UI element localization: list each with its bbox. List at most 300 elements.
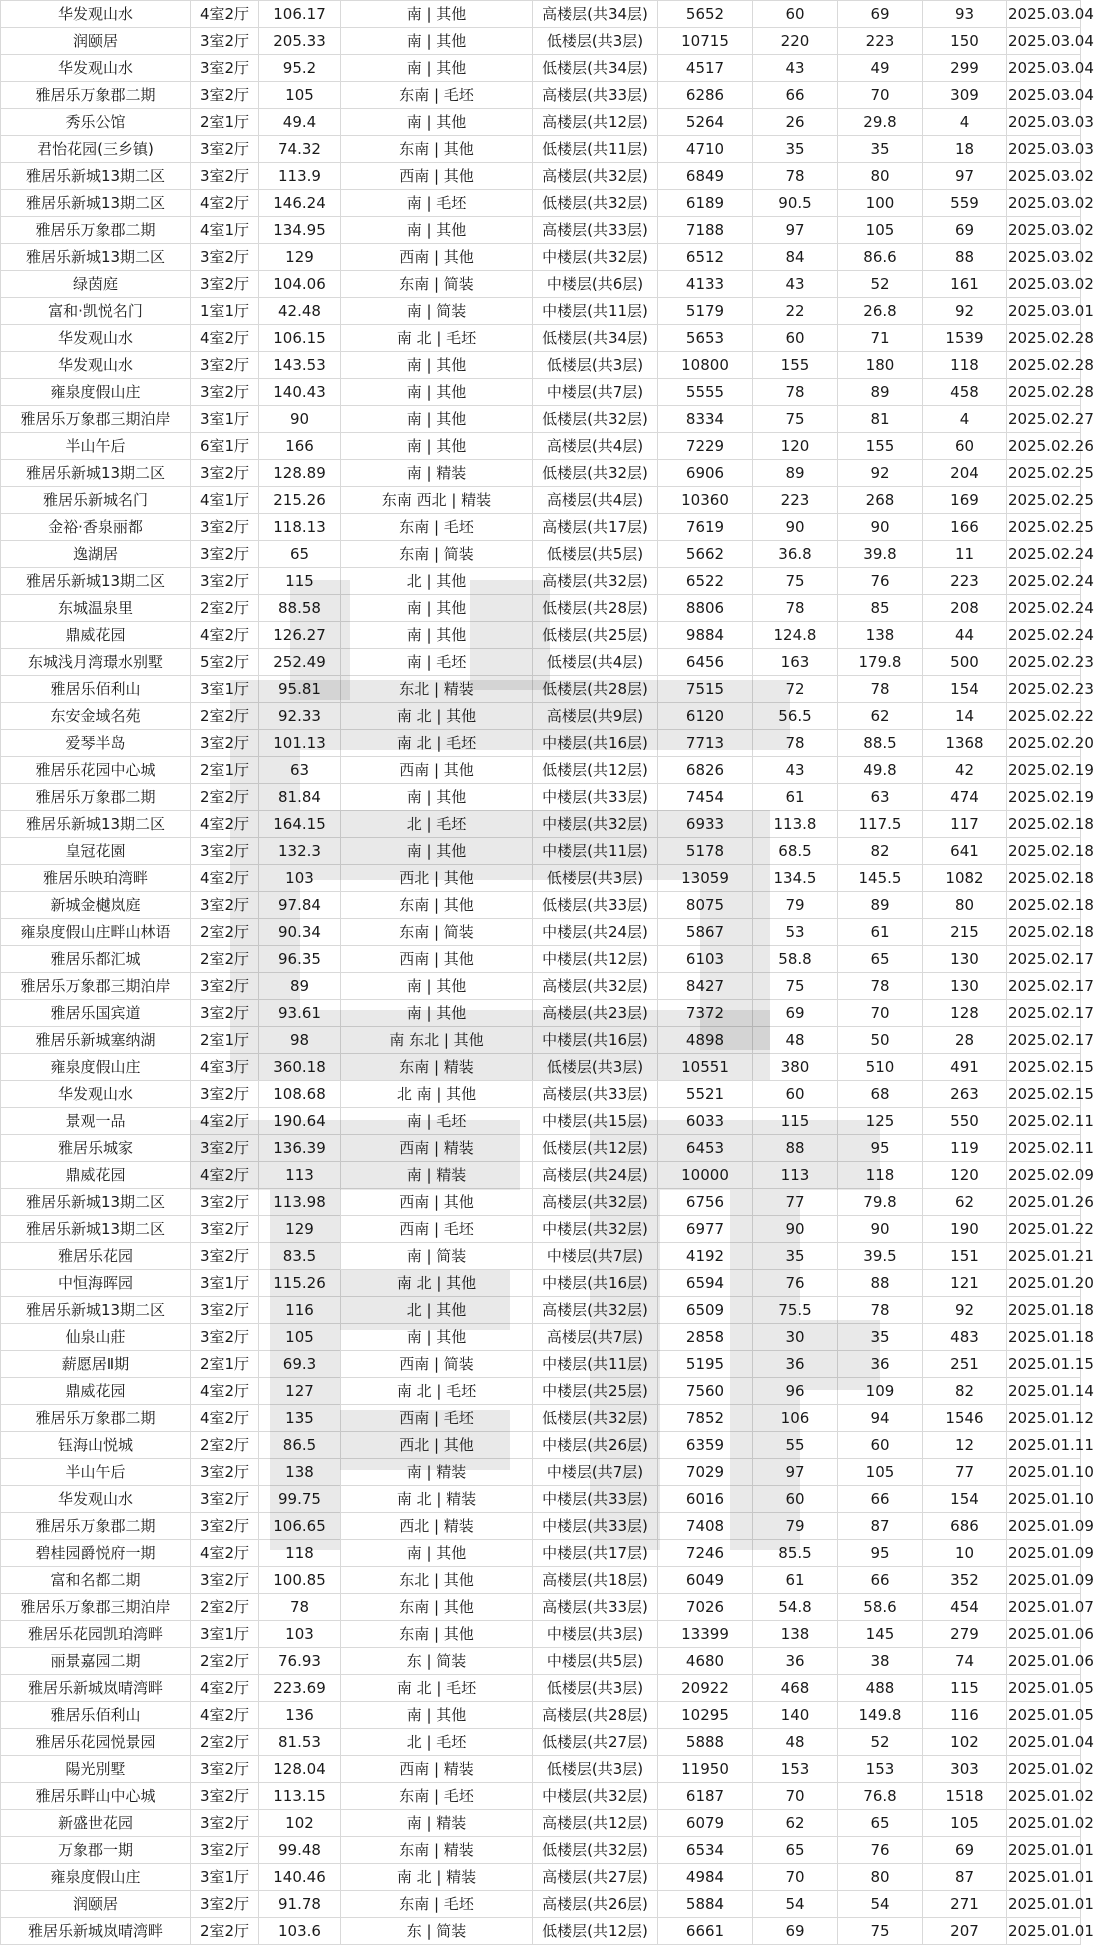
deal-date-cell: 2025.01.21	[1007, 1243, 1081, 1270]
area-cell: 127	[259, 1378, 341, 1405]
layout-cell: 3室2厅	[191, 973, 259, 1000]
table-row	[1, 1621, 1081, 1648]
community-cell: 雍泉度假山庄	[1, 1054, 191, 1081]
table-row	[1, 1918, 1081, 1945]
unit-price-cell: 5867	[658, 919, 753, 946]
days-on-market-cell: 69	[923, 217, 1007, 244]
community-cell: 华发观山水	[1, 352, 191, 379]
layout-cell: 2室1厅	[191, 1027, 259, 1054]
deal-date-cell: 2025.03.04	[1007, 82, 1081, 109]
deal-price-cell: 78	[753, 379, 838, 406]
listing-price-cell: 488	[838, 1675, 923, 1702]
community-cell: 丽景嘉园二期	[1, 1648, 191, 1675]
unit-price-cell: 6977	[658, 1216, 753, 1243]
community-cell: 东城温泉里	[1, 595, 191, 622]
days-on-market-cell: 1082	[923, 865, 1007, 892]
orientation-decoration-cell: 南 北 | 毛坯	[341, 730, 533, 757]
community-cell: 雅居乐新城13期二区	[1, 163, 191, 190]
layout-cell: 3室2厅	[191, 1459, 259, 1486]
table-row	[1, 406, 1081, 433]
unit-price-cell: 20922	[658, 1675, 753, 1702]
table-row	[1, 1702, 1081, 1729]
deal-date-cell: 2025.01.26	[1007, 1189, 1081, 1216]
layout-cell: 2室1厅	[191, 757, 259, 784]
area-cell: 103.6	[259, 1918, 341, 1945]
area-cell: 190.64	[259, 1108, 341, 1135]
listing-price-cell: 88.5	[838, 730, 923, 757]
deal-price-cell: 163	[753, 649, 838, 676]
layout-cell: 3室2厅	[191, 244, 259, 271]
deal-date-cell: 2025.01.01	[1007, 1837, 1081, 1864]
unit-price-cell: 5884	[658, 1891, 753, 1918]
deal-price-cell: 35	[753, 1243, 838, 1270]
community-cell: 雅居乐新城13期二区	[1, 244, 191, 271]
orientation-decoration-cell: 北 | 其他	[341, 568, 533, 595]
listing-price-cell: 35	[838, 1324, 923, 1351]
table-row	[1, 109, 1081, 136]
area-cell: 140.46	[259, 1864, 341, 1891]
listing-price-cell: 49	[838, 55, 923, 82]
orientation-decoration-cell: 东南 | 其他	[341, 1594, 533, 1621]
listing-price-cell: 90	[838, 514, 923, 541]
days-on-market-cell: 500	[923, 649, 1007, 676]
orientation-decoration-cell: 南 北 | 精装	[341, 1864, 533, 1891]
table-row	[1, 703, 1081, 730]
deal-date-cell: 2025.02.18	[1007, 838, 1081, 865]
deal-date-cell: 2025.01.05	[1007, 1675, 1081, 1702]
deal-price-cell: 97	[753, 1459, 838, 1486]
orientation-decoration-cell: 南 | 其他	[341, 838, 533, 865]
deal-price-cell: 90	[753, 1216, 838, 1243]
deal-price-cell: 97	[753, 217, 838, 244]
area-cell: 136	[259, 1702, 341, 1729]
days-on-market-cell: 87	[923, 1864, 1007, 1891]
unit-price-cell: 4680	[658, 1648, 753, 1675]
layout-cell: 6室1厅	[191, 433, 259, 460]
listing-price-cell: 118	[838, 1162, 923, 1189]
area-cell: 92.33	[259, 703, 341, 730]
area-cell: 146.24	[259, 190, 341, 217]
layout-cell: 3室1厅	[191, 1621, 259, 1648]
deal-price-cell: 70	[753, 1864, 838, 1891]
deal-price-cell: 89	[753, 460, 838, 487]
table-row	[1, 568, 1081, 595]
deal-date-cell: 2025.02.19	[1007, 784, 1081, 811]
layout-cell: 4室2厅	[191, 811, 259, 838]
table-body	[1, 1, 1094, 1945]
unit-price-cell: 11950	[658, 1756, 753, 1783]
area-cell: 113.98	[259, 1189, 341, 1216]
deal-price-cell: 138	[753, 1621, 838, 1648]
deal-date-cell: 2025.03.03	[1007, 136, 1081, 163]
area-cell: 129	[259, 244, 341, 271]
layout-cell: 3室2厅	[191, 163, 259, 190]
community-cell: 鼎威花园	[1, 622, 191, 649]
orientation-decoration-cell: 南 | 精装	[341, 460, 533, 487]
community-cell: 薪愿居Ⅱ期	[1, 1351, 191, 1378]
unit-price-cell: 7852	[658, 1405, 753, 1432]
floor-cell: 高楼层(共4层)	[533, 433, 658, 460]
deal-price-cell: 43	[753, 55, 838, 82]
table-row	[1, 487, 1081, 514]
area-cell: 93.61	[259, 1000, 341, 1027]
unit-price-cell: 6456	[658, 649, 753, 676]
unit-price-cell: 7229	[658, 433, 753, 460]
table-row	[1, 1270, 1081, 1297]
deal-price-cell: 90.5	[753, 190, 838, 217]
deal-price-cell: 77	[753, 1189, 838, 1216]
table-row	[1, 1405, 1081, 1432]
layout-cell: 3室2厅	[191, 730, 259, 757]
area-cell: 115.26	[259, 1270, 341, 1297]
listing-price-cell: 149.8	[838, 1702, 923, 1729]
listing-price-cell: 26.8	[838, 298, 923, 325]
floor-cell: 低楼层(共32层)	[533, 460, 658, 487]
layout-cell: 3室2厅	[191, 892, 259, 919]
floor-cell: 高楼层(共12层)	[533, 1810, 658, 1837]
days-on-market-cell: 69	[923, 1837, 1007, 1864]
area-cell: 105	[259, 1324, 341, 1351]
deal-date-cell: 2025.03.02	[1007, 244, 1081, 271]
table-row	[1, 649, 1081, 676]
community-cell: 君怡花园(三乡镇)	[1, 136, 191, 163]
orientation-decoration-cell: 南 | 其他	[341, 1, 533, 28]
deal-date-cell: 2025.02.28	[1007, 325, 1081, 352]
days-on-market-cell: 105	[923, 1810, 1007, 1837]
days-on-market-cell: 77	[923, 1459, 1007, 1486]
listing-price-cell: 71	[838, 325, 923, 352]
unit-price-cell: 5264	[658, 109, 753, 136]
table-row	[1, 1054, 1081, 1081]
community-cell: 雅居乐新城13期二区	[1, 1216, 191, 1243]
layout-cell: 3室2厅	[191, 1513, 259, 1540]
community-cell: 雅居乐新城岚晴湾畔	[1, 1918, 191, 1945]
layout-cell: 4室3厅	[191, 1054, 259, 1081]
orientation-decoration-cell: 西南 | 其他	[341, 1189, 533, 1216]
layout-cell: 4室1厅	[191, 487, 259, 514]
layout-cell: 2室2厅	[191, 784, 259, 811]
floor-cell: 高楼层(共4层)	[533, 487, 658, 514]
orientation-decoration-cell: 南 | 其他	[341, 622, 533, 649]
layout-cell: 4室2厅	[191, 1540, 259, 1567]
days-on-market-cell: 119	[923, 1135, 1007, 1162]
table-row	[1, 622, 1081, 649]
deal-date-cell: 2025.02.11	[1007, 1135, 1081, 1162]
area-cell: 128.04	[259, 1756, 341, 1783]
layout-cell: 3室2厅	[191, 568, 259, 595]
table-row	[1, 1027, 1081, 1054]
layout-cell: 2室2厅	[191, 703, 259, 730]
deal-price-cell: 75	[753, 973, 838, 1000]
deal-price-cell: 68.5	[753, 838, 838, 865]
orientation-decoration-cell: 北 | 其他	[341, 1297, 533, 1324]
orientation-decoration-cell: 南 | 简装	[341, 298, 533, 325]
unit-price-cell: 4984	[658, 1864, 753, 1891]
floor-cell: 中楼层(共3层)	[533, 1621, 658, 1648]
listing-price-cell: 145	[838, 1621, 923, 1648]
listing-price-cell: 36	[838, 1351, 923, 1378]
layout-cell: 4室2厅	[191, 1162, 259, 1189]
area-cell: 95.81	[259, 676, 341, 703]
floor-cell: 高楼层(共33层)	[533, 217, 658, 244]
unit-price-cell: 10551	[658, 1054, 753, 1081]
days-on-market-cell: 454	[923, 1594, 1007, 1621]
deal-price-cell: 70	[753, 1783, 838, 1810]
days-on-market-cell: 299	[923, 55, 1007, 82]
area-cell: 89	[259, 973, 341, 1000]
days-on-market-cell: 60	[923, 433, 1007, 460]
orientation-decoration-cell: 西北 | 精装	[341, 1513, 533, 1540]
unit-price-cell: 10715	[658, 28, 753, 55]
deal-price-cell: 78	[753, 730, 838, 757]
deal-date-cell: 2025.02.15	[1007, 1081, 1081, 1108]
days-on-market-cell: 474	[923, 784, 1007, 811]
deal-date-cell: 2025.02.28	[1007, 352, 1081, 379]
orientation-decoration-cell: 西北 | 其他	[341, 1432, 533, 1459]
table-row	[1, 1, 1081, 28]
unit-price-cell: 7560	[658, 1378, 753, 1405]
listing-price-cell: 81	[838, 406, 923, 433]
deal-date-cell: 2025.03.04	[1007, 28, 1081, 55]
floor-cell: 低楼层(共12层)	[533, 757, 658, 784]
orientation-decoration-cell: 西南 | 其他	[341, 946, 533, 973]
community-cell: 雅居乐花园悦景园	[1, 1729, 191, 1756]
community-cell: 华发观山水	[1, 325, 191, 352]
floor-cell: 低楼层(共11层)	[533, 136, 658, 163]
layout-cell: 3室2厅	[191, 1081, 259, 1108]
area-cell: 104.06	[259, 271, 341, 298]
days-on-market-cell: 251	[923, 1351, 1007, 1378]
deal-price-cell: 140	[753, 1702, 838, 1729]
floor-cell: 低楼层(共3层)	[533, 1054, 658, 1081]
community-cell: 鼎威花园	[1, 1378, 191, 1405]
area-cell: 115	[259, 568, 341, 595]
deal-date-cell: 2025.01.07	[1007, 1594, 1081, 1621]
unit-price-cell: 7619	[658, 514, 753, 541]
deal-price-cell: 78	[753, 595, 838, 622]
layout-cell: 3室2厅	[191, 1297, 259, 1324]
area-cell: 132.3	[259, 838, 341, 865]
layout-cell: 3室2厅	[191, 1756, 259, 1783]
table-row	[1, 973, 1081, 1000]
area-cell: 252.49	[259, 649, 341, 676]
table-row	[1, 433, 1081, 460]
unit-price-cell: 8334	[658, 406, 753, 433]
table-row	[1, 352, 1081, 379]
orientation-decoration-cell: 东南 | 毛坯	[341, 514, 533, 541]
days-on-market-cell: 1368	[923, 730, 1007, 757]
listing-price-cell: 85	[838, 595, 923, 622]
days-on-market-cell: 686	[923, 1513, 1007, 1540]
unit-price-cell: 5662	[658, 541, 753, 568]
unit-price-cell: 6509	[658, 1297, 753, 1324]
area-cell: 100.85	[259, 1567, 341, 1594]
community-cell: 华发观山水	[1, 55, 191, 82]
table-row	[1, 1459, 1081, 1486]
layout-cell: 3室2厅	[191, 271, 259, 298]
layout-cell: 3室2厅	[191, 28, 259, 55]
deal-date-cell: 2025.01.05	[1007, 1702, 1081, 1729]
floor-cell: 中楼层(共6层)	[533, 271, 658, 298]
deal-date-cell: 2025.01.10	[1007, 1459, 1081, 1486]
area-cell: 106.65	[259, 1513, 341, 1540]
listing-price-cell: 52	[838, 1729, 923, 1756]
floor-cell: 高楼层(共32层)	[533, 568, 658, 595]
days-on-market-cell: 1539	[923, 325, 1007, 352]
layout-cell: 3室2厅	[191, 1135, 259, 1162]
floor-cell: 高楼层(共27层)	[533, 1864, 658, 1891]
listing-price-cell: 268	[838, 487, 923, 514]
community-cell: 雅居乐万象郡三期泊岸	[1, 406, 191, 433]
community-cell: 钰海山悦城	[1, 1432, 191, 1459]
community-cell: 雅居乐佰利山	[1, 676, 191, 703]
listing-price-cell: 105	[838, 1459, 923, 1486]
deal-date-cell: 2025.02.20	[1007, 730, 1081, 757]
listing-price-cell: 89	[838, 379, 923, 406]
unit-price-cell: 13059	[658, 865, 753, 892]
deal-price-cell: 79	[753, 892, 838, 919]
deal-date-cell: 2025.01.02	[1007, 1756, 1081, 1783]
unit-price-cell: 6189	[658, 190, 753, 217]
deal-date-cell: 2025.01.12	[1007, 1405, 1081, 1432]
days-on-market-cell: 309	[923, 82, 1007, 109]
table-row	[1, 757, 1081, 784]
unit-price-cell: 6286	[658, 82, 753, 109]
days-on-market-cell: 208	[923, 595, 1007, 622]
listing-price-cell: 39.5	[838, 1243, 923, 1270]
community-cell: 雅居乐万象郡二期	[1, 217, 191, 244]
orientation-decoration-cell: 南 | 其他	[341, 973, 533, 1000]
community-cell: 雅居乐新城13期二区	[1, 568, 191, 595]
days-on-market-cell: 483	[923, 1324, 1007, 1351]
table-row	[1, 1216, 1081, 1243]
days-on-market-cell: 303	[923, 1756, 1007, 1783]
deal-price-cell: 43	[753, 271, 838, 298]
table-row	[1, 1864, 1081, 1891]
area-cell: 76.93	[259, 1648, 341, 1675]
deal-price-cell: 134.5	[753, 865, 838, 892]
unit-price-cell: 9884	[658, 622, 753, 649]
listing-price-cell: 87	[838, 1513, 923, 1540]
unit-price-cell: 6512	[658, 244, 753, 271]
floor-cell: 低楼层(共4层)	[533, 649, 658, 676]
deal-date-cell: 2025.02.28	[1007, 379, 1081, 406]
days-on-market-cell: 121	[923, 1270, 1007, 1297]
deal-date-cell: 2025.01.04	[1007, 1729, 1081, 1756]
table-row	[1, 811, 1081, 838]
floor-cell: 高楼层(共32层)	[533, 1189, 658, 1216]
community-cell: 华发观山水	[1, 1486, 191, 1513]
deal-date-cell: 2025.01.09	[1007, 1540, 1081, 1567]
days-on-market-cell: 4	[923, 109, 1007, 136]
deal-date-cell: 2025.02.25	[1007, 487, 1081, 514]
orientation-decoration-cell: 西南 | 其他	[341, 757, 533, 784]
listing-price-cell: 76	[838, 568, 923, 595]
community-cell: 雅居乐新城岚晴湾畔	[1, 1675, 191, 1702]
deal-price-cell: 35	[753, 136, 838, 163]
layout-cell: 3室2厅	[191, 1891, 259, 1918]
area-cell: 143.53	[259, 352, 341, 379]
days-on-market-cell: 169	[923, 487, 1007, 514]
listing-price-cell: 125	[838, 1108, 923, 1135]
floor-cell: 低楼层(共3层)	[533, 352, 658, 379]
layout-cell: 4室2厅	[191, 865, 259, 892]
community-cell: 逸湖居	[1, 541, 191, 568]
floor-cell: 低楼层(共3层)	[533, 1756, 658, 1783]
area-cell: 81.53	[259, 1729, 341, 1756]
floor-cell: 中楼层(共7层)	[533, 379, 658, 406]
area-cell: 140.43	[259, 379, 341, 406]
listing-price-cell: 78	[838, 676, 923, 703]
area-cell: 103	[259, 1621, 341, 1648]
table-row	[1, 892, 1081, 919]
deal-date-cell: 2025.01.09	[1007, 1513, 1081, 1540]
unit-price-cell: 7515	[658, 676, 753, 703]
table-row	[1, 163, 1081, 190]
floor-cell: 中楼层(共5层)	[533, 1648, 658, 1675]
deal-date-cell: 2025.02.23	[1007, 649, 1081, 676]
table-row	[1, 298, 1081, 325]
unit-price-cell: 6079	[658, 1810, 753, 1837]
area-cell: 69.3	[259, 1351, 341, 1378]
days-on-market-cell: 641	[923, 838, 1007, 865]
community-cell: 雍泉度假山庄畔山林语	[1, 919, 191, 946]
community-cell: 万象郡一期	[1, 1837, 191, 1864]
floor-cell: 低楼层(共12层)	[533, 1918, 658, 1945]
deal-date-cell: 2025.02.18	[1007, 811, 1081, 838]
layout-cell: 4室1厅	[191, 217, 259, 244]
deal-price-cell: 65	[753, 1837, 838, 1864]
deal-date-cell: 2025.03.02	[1007, 271, 1081, 298]
deal-price-cell: 79	[753, 1513, 838, 1540]
table-row	[1, 838, 1081, 865]
table-row	[1, 865, 1081, 892]
days-on-market-cell: 550	[923, 1108, 1007, 1135]
table-row	[1, 271, 1081, 298]
unit-price-cell: 2858	[658, 1324, 753, 1351]
area-cell: 99.75	[259, 1486, 341, 1513]
community-cell: 润颐居	[1, 28, 191, 55]
layout-cell: 4室2厅	[191, 1, 259, 28]
deal-date-cell: 2025.02.18	[1007, 919, 1081, 946]
orientation-decoration-cell: 西南 | 简装	[341, 1351, 533, 1378]
unit-price-cell: 5888	[658, 1729, 753, 1756]
area-cell: 118	[259, 1540, 341, 1567]
listing-price-cell: 65	[838, 1810, 923, 1837]
unit-price-cell: 6522	[658, 568, 753, 595]
layout-cell: 3室2厅	[191, 1324, 259, 1351]
deal-date-cell: 2025.03.02	[1007, 190, 1081, 217]
deal-price-cell: 54.8	[753, 1594, 838, 1621]
unit-price-cell: 6103	[658, 946, 753, 973]
orientation-decoration-cell: 东南 | 简装	[341, 919, 533, 946]
layout-cell: 3室2厅	[191, 460, 259, 487]
unit-price-cell: 7026	[658, 1594, 753, 1621]
listing-price-cell: 92	[838, 460, 923, 487]
layout-cell: 3室2厅	[191, 136, 259, 163]
unit-price-cell: 7372	[658, 1000, 753, 1027]
deal-price-cell: 96	[753, 1378, 838, 1405]
listing-price-cell: 80	[838, 1864, 923, 1891]
floor-cell: 高楼层(共33层)	[533, 1594, 658, 1621]
deal-price-cell: 48	[753, 1027, 838, 1054]
orientation-decoration-cell: 东 | 简装	[341, 1648, 533, 1675]
unit-price-cell: 6016	[658, 1486, 753, 1513]
listing-price-cell: 95	[838, 1135, 923, 1162]
deal-price-cell: 88	[753, 1135, 838, 1162]
deal-price-cell: 106	[753, 1405, 838, 1432]
deal-price-cell: 30	[753, 1324, 838, 1351]
